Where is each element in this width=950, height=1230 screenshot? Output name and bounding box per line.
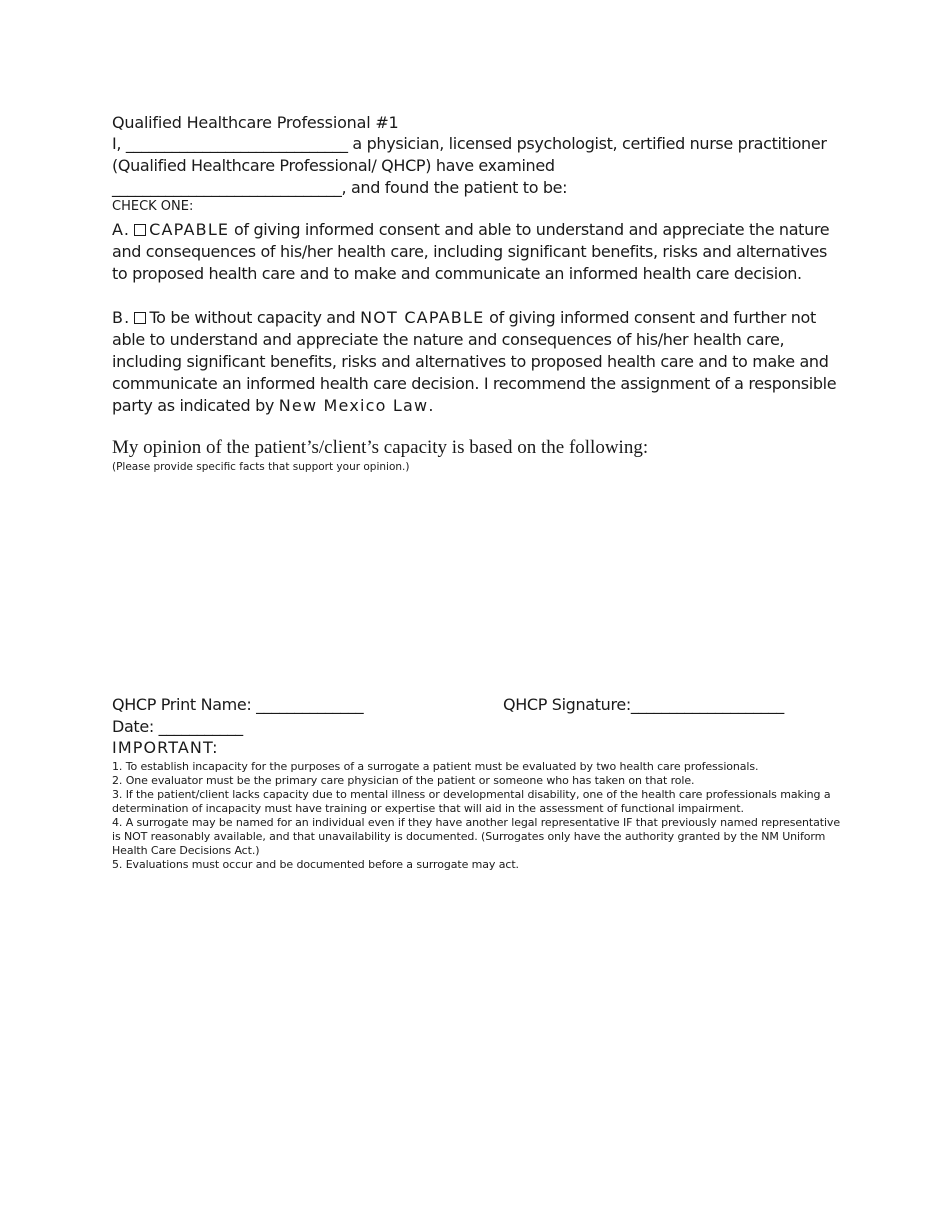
form-heading: Qualified Healthcare Professional #1	[112, 113, 399, 132]
date-field[interactable]: Date: ___________	[112, 717, 243, 736]
important-list	[112, 760, 842, 872]
check-one-label: CHECK ONE:	[112, 199, 194, 214]
important-title: IMPORTANT:	[112, 738, 219, 757]
option-b-keyword: NOT CAPABLE	[360, 308, 485, 327]
option-a	[112, 219, 847, 285]
option-a-checkbox[interactable]	[134, 224, 146, 236]
option-b-text-end: of giving informed consent and further not able to understand and appreciate the nature and consequences of his/her health care, including significant benefits, risks and alternatives to proposed health care and to make and communicate an informed health care decision. I recommend the assignment of a responsible party as indicated by	[112, 308, 837, 415]
opinion-note: (Please provide specific facts that support your opinion.)	[112, 461, 410, 473]
list-item: 3. If the patient/client lacks capacity due to mental illness or developmental disability, one of the health care professionals making a determination of incapacity must have training or expertise that will aid in the assessment of functional impairment.	[112, 788, 831, 815]
list-item: 5. Evaluations must occur and be documented before a surrogate may act.	[112, 858, 519, 871]
option-b-prefix: B.	[112, 308, 131, 327]
option-b-law: New Mexico Law	[278, 396, 429, 415]
option-b-period: .	[428, 396, 434, 415]
examiner-statement	[112, 133, 832, 199]
signature-field[interactable]: QHCP Signature:____________________	[503, 695, 784, 714]
option-a-keyword: CAPABLE	[149, 220, 230, 239]
option-a-text: of giving informed consent and able to understand and appreciate the nature and consequences of his/her health care, including significant benefits, risks and alternatives to proposed health care and to make and communicate an informed health care decision.	[112, 220, 830, 283]
option-b	[112, 307, 847, 417]
print-name-field[interactable]: QHCP Print Name: ______________	[112, 695, 364, 714]
option-b-checkbox[interactable]	[134, 312, 146, 324]
examiner-statement-text: I, _____________________________ a physician, licensed psychologist, certified nurse practitioner (Qualified Healthcare Professional/ QHCP) have examined	[112, 134, 827, 175]
option-b-text-start: To be without capacity and	[149, 308, 361, 327]
list-item: 4. A surrogate may be named for an individual even if they have another legal representative IF that previously named representative is NOT reasonably available, and that unavailability is documented. (Surrogates only have the authority granted by the NM Uniform Health Care Decisions Act.)	[112, 816, 841, 857]
option-a-prefix: A.	[112, 220, 131, 239]
opinion-title: My opinion of the patient’s/client’s capacity is based on the following:	[112, 437, 649, 458]
patient-line-text: ______________________________, and found the patient to be:	[112, 178, 568, 197]
list-item: 1. To establish incapacity for the purposes of a surrogate a patient must be evaluated by two health care professionals.	[112, 760, 759, 773]
list-item: 2. One evaluator must be the primary care physician of the patient or someone who has taken on that role.	[112, 774, 695, 787]
